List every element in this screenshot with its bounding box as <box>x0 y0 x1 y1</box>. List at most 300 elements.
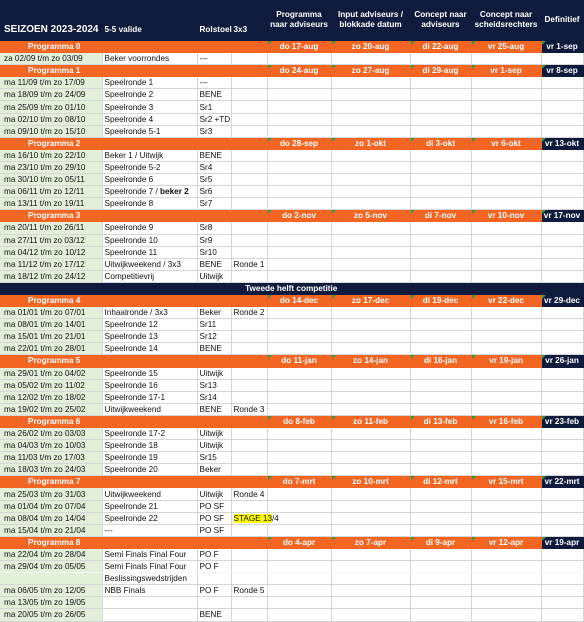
empty-cell-5[interactable] <box>541 186 583 198</box>
week-cell[interactable]: ma 20/11 t/m zo 26/11 <box>0 222 102 234</box>
valid-cell[interactable] <box>102 186 197 198</box>
3x3-cell[interactable]: Ronde 2 <box>231 307 267 319</box>
empty-cell-2[interactable] <box>331 488 410 500</box>
week-cell[interactable]: ma 08/04 t/m zo 14/04 <box>0 512 102 524</box>
week-cell[interactable]: ma 12/02 t/m zo 18/02 <box>0 391 102 403</box>
3x3-cell[interactable] <box>231 609 267 621</box>
empty-cell-3[interactable] <box>410 319 471 331</box>
program-date-definitief[interactable]: vr 8-sep <box>541 65 583 77</box>
empty-cell-5[interactable] <box>541 573 583 585</box>
empty-cell-5[interactable] <box>541 258 583 270</box>
half-banner[interactable]: Tweede helft competitie <box>0 282 583 294</box>
3x3-cell[interactable] <box>231 186 267 198</box>
empty-cell-1[interactable] <box>267 585 331 597</box>
empty-cell-2[interactable] <box>331 403 410 415</box>
program-date-definitief[interactable]: vr 1-sep <box>541 41 583 53</box>
empty-cell-1[interactable] <box>267 367 331 379</box>
program-date-1[interactable]: do 4-apr <box>267 536 331 548</box>
week-cell[interactable]: ma 30/10 t/m zo 05/11 <box>0 174 102 186</box>
empty-cell-4[interactable] <box>471 246 541 258</box>
program-label[interactable]: Programma 3 <box>0 210 267 222</box>
week-cell[interactable]: ma 22/04 t/m zo 28/04 <box>0 548 102 560</box>
empty-cell-4[interactable] <box>471 367 541 379</box>
3x3-cell[interactable] <box>231 379 267 391</box>
empty-cell-4[interactable] <box>471 597 541 609</box>
empty-cell-2[interactable] <box>331 452 410 464</box>
empty-cell-2[interactable] <box>331 149 410 161</box>
empty-cell-1[interactable] <box>267 609 331 621</box>
program-date-4[interactable]: vr 12-apr <box>471 536 541 548</box>
rolstoel-cell[interactable]: PO F <box>197 585 231 597</box>
3x3-cell[interactable] <box>231 198 267 210</box>
valid-cell[interactable]: Speelronde 17-2 <box>102 428 197 440</box>
week-cell[interactable]: ma 18/09 t/m zo 24/09 <box>0 89 102 101</box>
program-label[interactable]: Programma 0 <box>0 41 267 53</box>
empty-cell-3[interactable] <box>410 77 471 89</box>
empty-cell-2[interactable] <box>331 113 410 125</box>
week-cell[interactable]: ma 23/10 t/m zo 29/10 <box>0 161 102 173</box>
empty-cell-4[interactable] <box>471 452 541 464</box>
3x3-cell[interactable] <box>231 464 267 476</box>
3x3-cell[interactable] <box>231 343 267 355</box>
empty-cell-3[interactable] <box>410 512 471 524</box>
empty-cell-5[interactable] <box>541 428 583 440</box>
program-label[interactable]: Programma 4 <box>0 294 267 306</box>
week-cell[interactable]: ma 19/02 t/m zo 25/02 <box>0 403 102 415</box>
valid-cell[interactable]: Speelronde 5-1 <box>102 125 197 137</box>
3x3-cell[interactable] <box>231 234 267 246</box>
3x3-cell[interactable]: Ronde 5 <box>231 585 267 597</box>
program-date-1[interactable]: do 24-aug <box>267 65 331 77</box>
empty-cell-2[interactable] <box>331 161 410 173</box>
program-date-3[interactable]: di 3-okt <box>410 137 471 149</box>
program-date-4[interactable]: vr 15-mrt <box>471 476 541 488</box>
rolstoel-cell[interactable]: BENE <box>197 258 231 270</box>
3x3-cell[interactable] <box>231 89 267 101</box>
rolstoel-cell[interactable]: Sr9 <box>197 234 231 246</box>
program-date-4[interactable]: vr 6-okt <box>471 137 541 149</box>
empty-cell-4[interactable] <box>471 198 541 210</box>
week-cell[interactable]: ma 25/09 t/m zo 01/10 <box>0 101 102 113</box>
valid-cell[interactable] <box>102 609 197 621</box>
empty-cell-3[interactable] <box>410 500 471 512</box>
empty-cell-4[interactable] <box>471 403 541 415</box>
program-date-1[interactable]: do 11-jan <box>267 355 331 367</box>
empty-cell-2[interactable] <box>331 391 410 403</box>
empty-cell-2[interactable] <box>331 440 410 452</box>
3x3-cell[interactable]: Ronde 3 <box>231 403 267 415</box>
empty-cell-4[interactable] <box>471 77 541 89</box>
empty-cell-3[interactable] <box>410 258 471 270</box>
valid-cell[interactable]: Beslissingswedstrijden <box>102 573 197 585</box>
empty-cell-2[interactable] <box>331 198 410 210</box>
empty-cell-5[interactable] <box>541 113 583 125</box>
empty-cell-4[interactable] <box>471 561 541 573</box>
program-label[interactable]: Programma 6 <box>0 415 267 427</box>
empty-cell-1[interactable] <box>267 174 331 186</box>
empty-cell-3[interactable] <box>410 331 471 343</box>
program-date-4[interactable]: vr 25-aug <box>471 41 541 53</box>
empty-cell-4[interactable] <box>471 234 541 246</box>
empty-cell-2[interactable] <box>331 573 410 585</box>
valid-cell[interactable]: Speelronde 2 <box>102 89 197 101</box>
valid-cell[interactable]: Semi Finals Final Four <box>102 561 197 573</box>
rolstoel-cell[interactable]: BENE <box>197 89 231 101</box>
empty-cell-2[interactable] <box>331 234 410 246</box>
empty-cell-4[interactable] <box>471 258 541 270</box>
program-date-definitief[interactable]: vr 19-apr <box>541 536 583 548</box>
3x3-cell[interactable] <box>231 367 267 379</box>
empty-cell-2[interactable] <box>331 500 410 512</box>
empty-cell-2[interactable] <box>331 343 410 355</box>
valid-cell[interactable]: Speelronde 20 <box>102 464 197 476</box>
valid-cell[interactable]: Speelronde 4 <box>102 113 197 125</box>
empty-cell-3[interactable] <box>410 307 471 319</box>
3x3-cell[interactable] <box>231 53 267 65</box>
program-date-3[interactable]: di 9-apr <box>410 536 471 548</box>
week-cell[interactable]: ma 01/04 t/m zo 07/04 <box>0 500 102 512</box>
empty-cell-5[interactable] <box>541 222 583 234</box>
week-cell[interactable] <box>0 573 102 585</box>
empty-cell-1[interactable] <box>267 89 331 101</box>
3x3-cell[interactable] <box>231 561 267 573</box>
valid-cell[interactable]: Uitwijkweekend / 3x3 <box>102 258 197 270</box>
col-header-rolstoel[interactable]: Rolstoel <box>197 0 231 41</box>
valid-cell[interactable]: Speelronde 8 <box>102 198 197 210</box>
empty-cell-2[interactable] <box>331 367 410 379</box>
empty-cell-3[interactable] <box>410 488 471 500</box>
empty-cell-1[interactable] <box>267 548 331 560</box>
empty-cell-3[interactable] <box>410 597 471 609</box>
program-date-2[interactable]: zo 10-mrt <box>331 476 410 488</box>
empty-cell-4[interactable] <box>471 343 541 355</box>
3x3-cell[interactable] <box>231 573 267 585</box>
program-date-3[interactable]: di 29-aug <box>410 65 471 77</box>
week-cell[interactable]: ma 25/03 t/m zo 31/03 <box>0 488 102 500</box>
valid-cell[interactable]: Speelronde 22 <box>102 512 197 524</box>
week-cell[interactable]: ma 13/11 t/m zo 19/11 <box>0 198 102 210</box>
valid-cell[interactable]: Speelronde 10 <box>102 234 197 246</box>
valid-cell[interactable]: Speelronde 18 <box>102 440 197 452</box>
empty-cell-4[interactable] <box>471 174 541 186</box>
rolstoel-cell[interactable]: Sr15 <box>197 452 231 464</box>
empty-cell-4[interactable] <box>471 379 541 391</box>
rolstoel-cell[interactable]: Sr14 <box>197 391 231 403</box>
3x3-cell[interactable] <box>231 125 267 137</box>
week-cell[interactable]: ma 02/10 t/m zo 08/10 <box>0 113 102 125</box>
rolstoel-cell[interactable]: Sr3 <box>197 125 231 137</box>
empty-cell-1[interactable] <box>267 222 331 234</box>
program-label[interactable]: Programma 1 <box>0 65 267 77</box>
empty-cell-1[interactable] <box>267 270 331 282</box>
empty-cell-2[interactable] <box>331 307 410 319</box>
season-title[interactable]: SEIZOEN 2023-2024 <box>0 0 102 41</box>
program-date-1[interactable]: do 8-feb <box>267 415 331 427</box>
3x3-cell[interactable] <box>231 512 279 524</box>
empty-cell-5[interactable] <box>541 53 583 65</box>
empty-cell-5[interactable] <box>541 319 583 331</box>
week-cell[interactable]: ma 15/04 t/m zo 21/04 <box>0 524 102 536</box>
empty-cell-2[interactable] <box>331 186 410 198</box>
empty-cell-1[interactable] <box>267 101 331 113</box>
rolstoel-cell[interactable]: PO SF <box>197 524 231 536</box>
col-header-concept-adviseurs[interactable]: Concept naar adviseurs <box>410 0 471 41</box>
empty-cell-1[interactable] <box>267 77 331 89</box>
rolstoel-cell[interactable]: Sr2 +TD <box>197 113 231 125</box>
empty-cell-1[interactable] <box>267 258 331 270</box>
empty-cell-1[interactable] <box>267 307 331 319</box>
program-date-1[interactable]: do 14-dec <box>267 294 331 306</box>
empty-cell-4[interactable] <box>471 319 541 331</box>
empty-cell-1[interactable] <box>267 561 331 573</box>
program-date-1[interactable]: do 7-mrt <box>267 476 331 488</box>
valid-cell[interactable]: Speelronde 11 <box>102 246 197 258</box>
week-cell[interactable]: ma 18/12 t/m zo 24/12 <box>0 270 102 282</box>
program-date-2[interactable]: zo 17-dec <box>331 294 410 306</box>
empty-cell-5[interactable] <box>541 500 583 512</box>
empty-cell-4[interactable] <box>471 270 541 282</box>
col-header-programma[interactable]: Programma naar adviseurs <box>267 0 331 41</box>
valid-cell[interactable]: Inhaalronde / 3x3 <box>102 307 197 319</box>
empty-cell-3[interactable] <box>410 428 471 440</box>
empty-cell-4[interactable] <box>471 500 541 512</box>
empty-cell-1[interactable] <box>267 149 331 161</box>
empty-cell-5[interactable] <box>541 234 583 246</box>
empty-cell-3[interactable] <box>410 367 471 379</box>
empty-cell-5[interactable] <box>541 307 583 319</box>
rolstoel-cell[interactable]: PO SF <box>197 500 231 512</box>
empty-cell-2[interactable] <box>331 77 410 89</box>
empty-cell-5[interactable] <box>541 548 583 560</box>
empty-cell-2[interactable] <box>331 609 410 621</box>
empty-cell-1[interactable] <box>267 125 331 137</box>
empty-cell-3[interactable] <box>410 174 471 186</box>
empty-cell-1[interactable] <box>267 161 331 173</box>
empty-cell-5[interactable] <box>541 331 583 343</box>
empty-cell-4[interactable] <box>471 609 541 621</box>
week-cell[interactable]: ma 09/10 t/m zo 15/10 <box>0 125 102 137</box>
empty-cell-5[interactable] <box>541 198 583 210</box>
3x3-cell[interactable] <box>231 222 267 234</box>
empty-cell-1[interactable] <box>267 452 331 464</box>
valid-cell[interactable]: Speelronde 21 <box>102 500 197 512</box>
empty-cell-4[interactable] <box>471 125 541 137</box>
rolstoel-cell[interactable]: Sr8 <box>197 222 231 234</box>
valid-cell[interactable]: Speelronde 6 <box>102 174 197 186</box>
empty-cell-2[interactable] <box>331 464 410 476</box>
empty-cell-2[interactable] <box>331 125 410 137</box>
empty-cell-2[interactable] <box>331 258 410 270</box>
rolstoel-cell[interactable]: Sr13 <box>197 379 231 391</box>
empty-cell-4[interactable] <box>471 186 541 198</box>
rolstoel-cell[interactable]: PO F <box>197 548 231 560</box>
program-date-2[interactable]: zo 1-okt <box>331 137 410 149</box>
empty-cell-2[interactable] <box>331 524 410 536</box>
rolstoel-cell[interactable]: BENE <box>197 403 231 415</box>
empty-cell-3[interactable] <box>410 53 471 65</box>
valid-cell[interactable]: --- <box>102 524 197 536</box>
empty-cell-4[interactable] <box>471 488 541 500</box>
empty-cell-1[interactable] <box>267 500 331 512</box>
empty-cell-3[interactable] <box>410 379 471 391</box>
week-cell[interactable]: ma 22/01 t/m zo 28/01 <box>0 343 102 355</box>
empty-cell-4[interactable] <box>471 573 541 585</box>
empty-cell-5[interactable] <box>541 403 583 415</box>
rolstoel-cell[interactable]: Sr11 <box>197 319 231 331</box>
empty-cell-3[interactable] <box>410 464 471 476</box>
empty-cell-2[interactable] <box>331 53 410 65</box>
empty-cell-3[interactable] <box>410 161 471 173</box>
3x3-cell[interactable] <box>231 270 267 282</box>
empty-cell-3[interactable] <box>410 234 471 246</box>
empty-cell-5[interactable] <box>541 77 583 89</box>
empty-cell-2[interactable] <box>331 319 410 331</box>
empty-cell-4[interactable] <box>471 307 541 319</box>
rolstoel-cell[interactable]: PO SF <box>197 512 231 524</box>
empty-cell-4[interactable] <box>471 101 541 113</box>
empty-cell-1[interactable] <box>267 524 331 536</box>
3x3-cell[interactable] <box>231 101 267 113</box>
empty-cell-4[interactable] <box>471 113 541 125</box>
empty-cell-3[interactable] <box>410 186 471 198</box>
empty-cell-1[interactable] <box>267 331 331 343</box>
program-date-definitief[interactable]: vr 23-feb <box>541 415 583 427</box>
rolstoel-cell[interactable]: Sr7 <box>197 198 231 210</box>
rolstoel-cell[interactable]: Uitwijk <box>197 488 231 500</box>
program-date-1[interactable]: do 17-aug <box>267 41 331 53</box>
empty-cell-2[interactable] <box>331 89 410 101</box>
empty-cell-3[interactable] <box>410 573 471 585</box>
empty-cell-2[interactable] <box>331 548 410 560</box>
week-cell[interactable]: ma 04/03 t/m zo 10/03 <box>0 440 102 452</box>
empty-cell-2[interactable] <box>331 174 410 186</box>
empty-cell-4[interactable] <box>471 161 541 173</box>
empty-cell-4[interactable] <box>471 149 541 161</box>
valid-cell[interactable]: Speelronde 16 <box>102 379 197 391</box>
3x3-cell[interactable]: Ronde 4 <box>231 488 267 500</box>
empty-cell-3[interactable] <box>410 113 471 125</box>
valid-cell[interactable]: Speelronde 15 <box>102 367 197 379</box>
empty-cell-1[interactable] <box>267 488 331 500</box>
rolstoel-cell[interactable]: PO F <box>197 561 231 573</box>
empty-cell-5[interactable] <box>541 524 583 536</box>
empty-cell-4[interactable] <box>471 89 541 101</box>
empty-cell-5[interactable] <box>541 125 583 137</box>
empty-cell-2[interactable] <box>331 270 410 282</box>
empty-cell-3[interactable] <box>410 524 471 536</box>
3x3-cell[interactable] <box>231 149 267 161</box>
week-cell[interactable]: ma 15/01 t/m zo 21/01 <box>0 331 102 343</box>
empty-cell-1[interactable] <box>267 379 331 391</box>
empty-cell-5[interactable] <box>541 343 583 355</box>
col-header-3x3[interactable]: 3x3 <box>231 0 267 41</box>
empty-cell-5[interactable] <box>541 597 583 609</box>
empty-cell-4[interactable] <box>471 391 541 403</box>
rolstoel-cell[interactable]: Sr5 <box>197 174 231 186</box>
week-cell[interactable]: ma 06/11 t/m zo 12/11 <box>0 186 102 198</box>
week-cell[interactable]: ma 20/05 t/m zo 26/05 <box>0 609 102 621</box>
program-date-4[interactable]: vr 1-sep <box>471 65 541 77</box>
empty-cell-3[interactable] <box>410 270 471 282</box>
program-date-3[interactable]: di 12-mrt <box>410 476 471 488</box>
valid-cell[interactable] <box>102 597 197 609</box>
3x3-cell[interactable] <box>231 246 267 258</box>
rolstoel-cell[interactable]: Beker <box>197 307 231 319</box>
empty-cell-5[interactable] <box>541 246 583 258</box>
empty-cell-4[interactable] <box>471 440 541 452</box>
valid-cell[interactable]: Speelronde 13 <box>102 331 197 343</box>
empty-cell-3[interactable] <box>410 452 471 464</box>
week-cell[interactable]: ma 11/12 t/m zo 17/12 <box>0 258 102 270</box>
empty-cell-1[interactable] <box>267 428 331 440</box>
empty-cell-1[interactable] <box>267 234 331 246</box>
program-date-definitief[interactable]: vr 29-dec <box>541 294 583 306</box>
rolstoel-cell[interactable]: Uitwijk <box>197 428 231 440</box>
empty-cell-1[interactable] <box>267 186 331 198</box>
empty-cell-3[interactable] <box>410 561 471 573</box>
empty-cell-2[interactable] <box>331 331 410 343</box>
program-label[interactable]: Programma 5 <box>0 355 267 367</box>
col-header-valid[interactable]: 5-5 valide <box>102 0 197 41</box>
empty-cell-2[interactable] <box>331 428 410 440</box>
program-date-2[interactable]: zo 20-aug <box>331 41 410 53</box>
empty-cell-3[interactable] <box>410 89 471 101</box>
empty-cell-2[interactable] <box>331 512 410 524</box>
week-cell[interactable]: ma 26/02 t/m zo 03/03 <box>0 428 102 440</box>
program-date-2[interactable]: zo 27-aug <box>331 65 410 77</box>
empty-cell-5[interactable] <box>541 464 583 476</box>
empty-cell-1[interactable] <box>267 573 331 585</box>
valid-cell[interactable]: Speelronde 5-2 <box>102 161 197 173</box>
empty-cell-3[interactable] <box>410 403 471 415</box>
empty-cell-4[interactable] <box>471 548 541 560</box>
program-date-4[interactable]: vr 10-nov <box>471 210 541 222</box>
empty-cell-2[interactable] <box>331 597 410 609</box>
3x3-cell[interactable] <box>231 452 267 464</box>
valid-cell[interactable]: Uitwijkweekend <box>102 403 197 415</box>
empty-cell-3[interactable] <box>410 343 471 355</box>
col-header-concept-scheidsrechters[interactable]: Concept naar scheidsrechters <box>471 0 541 41</box>
empty-cell-1[interactable] <box>267 198 331 210</box>
week-cell[interactable]: ma 05/02 t/m zo 11/02 <box>0 379 102 391</box>
empty-cell-5[interactable] <box>541 101 583 113</box>
rolstoel-cell[interactable]: Uitwijk <box>197 367 231 379</box>
valid-cell[interactable]: Speelronde 17-1 <box>102 391 197 403</box>
program-date-definitief[interactable]: vr 26-jan <box>541 355 583 367</box>
week-cell[interactable]: ma 06/05 t/m zo 12/05 <box>0 585 102 597</box>
empty-cell-2[interactable] <box>331 585 410 597</box>
empty-cell-3[interactable] <box>410 548 471 560</box>
week-cell[interactable]: ma 29/01 t/m zo 04/02 <box>0 367 102 379</box>
empty-cell-5[interactable] <box>541 161 583 173</box>
3x3-cell[interactable] <box>231 77 267 89</box>
rolstoel-cell[interactable]: Uitwijk <box>197 440 231 452</box>
empty-cell-1[interactable] <box>267 464 331 476</box>
empty-cell-2[interactable] <box>331 379 410 391</box>
empty-cell-5[interactable] <box>541 452 583 464</box>
program-date-3[interactable]: di 7-nov <box>410 210 471 222</box>
empty-cell-5[interactable] <box>541 561 583 573</box>
empty-cell-2[interactable] <box>331 222 410 234</box>
program-label[interactable]: Programma 2 <box>0 137 267 149</box>
valid-cell[interactable]: Speelronde 12 <box>102 319 197 331</box>
empty-cell-3[interactable] <box>410 391 471 403</box>
empty-cell-4[interactable] <box>471 585 541 597</box>
valid-cell[interactable]: Speelronde 1 <box>102 77 197 89</box>
empty-cell-5[interactable] <box>541 89 583 101</box>
empty-cell-5[interactable] <box>541 367 583 379</box>
week-cell[interactable]: ma 16/10 t/m zo 22/10 <box>0 149 102 161</box>
